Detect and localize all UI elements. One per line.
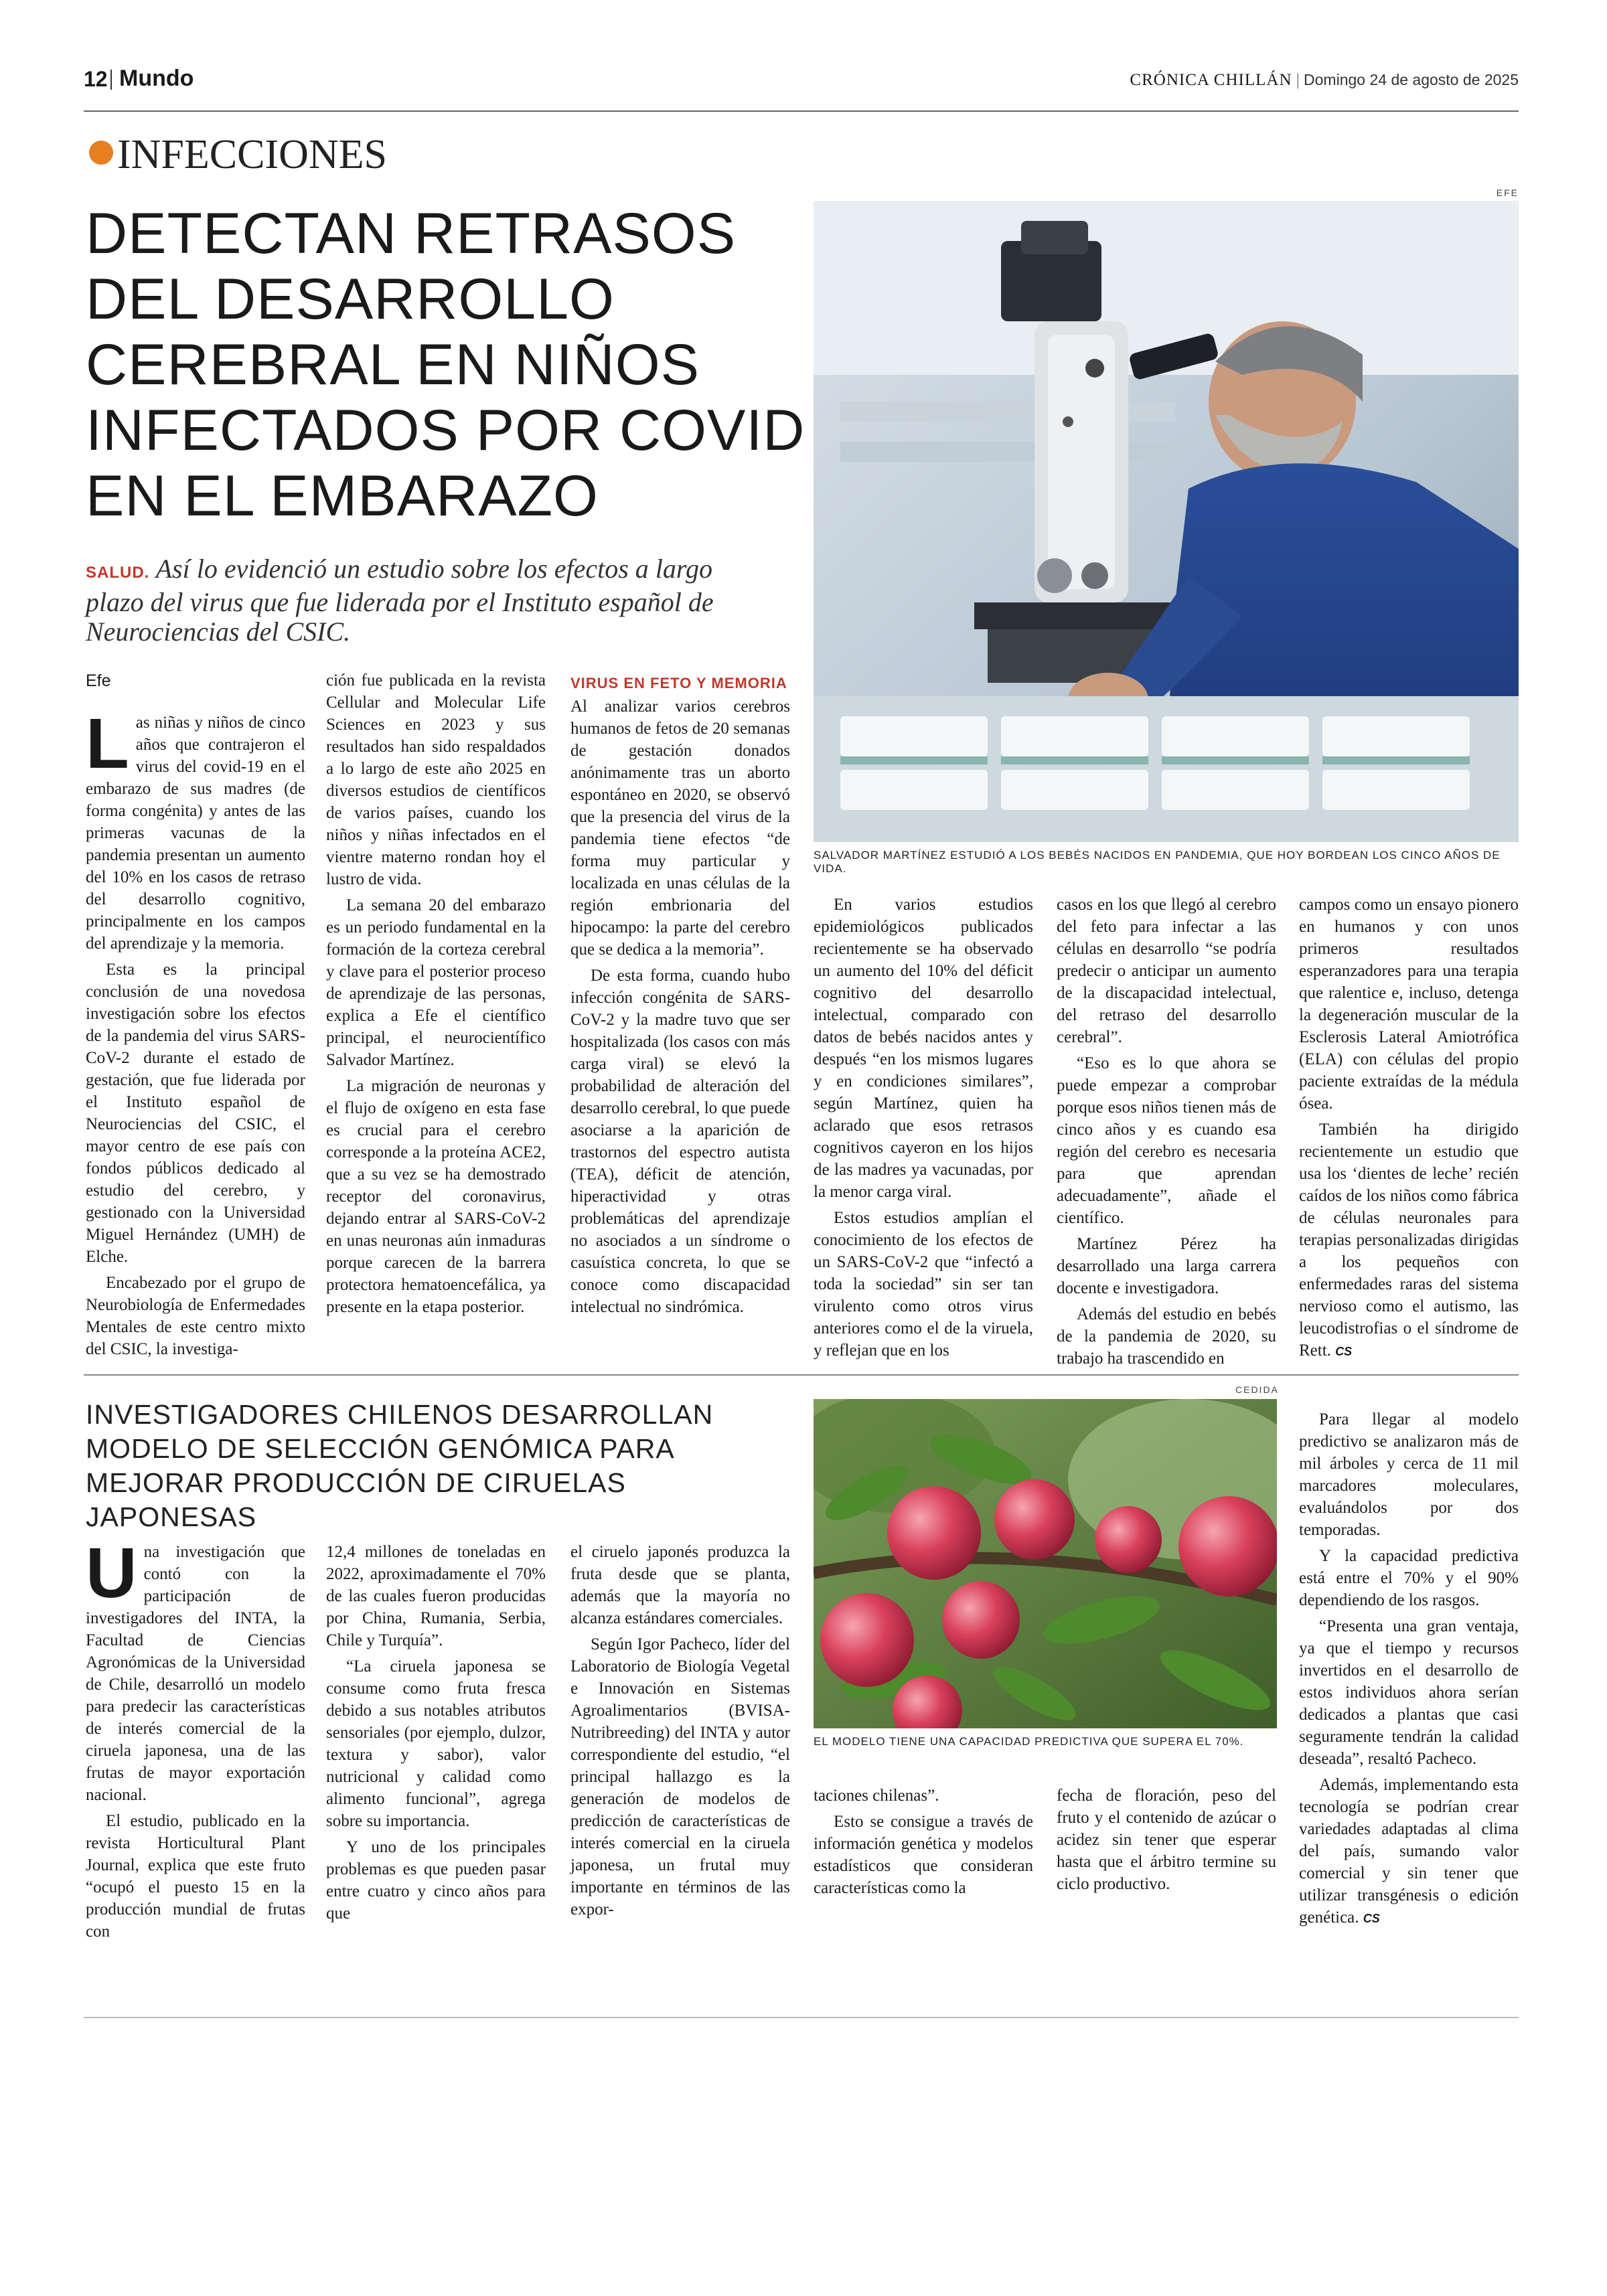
article1-col2-p2: La semana 20 del embarazo es un periodo fundamental en la formación de la corteza cerebral y clave para el posterior proceso de aprendizaje de las personas, explica a Efe el científico principal, el neurocientífico Salvador Martínez. <box>326 896 546 1069</box>
article2-col6-p3: “Presenta una gran ventaja, ya que el tiempo y recursos invertidos en el desarrollo de estos individuos ahora serían dedicados a plantas que casi seguramente tendrán la calidad deseada”, resaltó Pacheco. <box>1299 1617 1519 1768</box>
article1-col3-p1: Al analizar varios cerebros humanos de fetos de 20 semanas de gestación donados anónimamente tras un aborto espontáneo en 2020, se observó que la presencia del virus de la pandemia tiene efectos “de forma muy particular y localizada en unas células de la región embrionaria del hipocampo: la parte del cerebro que se dedica a la memoria”. <box>570 698 790 959</box>
header-right: CRÓNICA CHILLÁN | Domingo 24 de agosto de 2025 <box>1130 71 1519 89</box>
byline: Efe <box>86 671 111 690</box>
article1-column-6 <box>1299 894 1519 1367</box>
scientist-microscope-photo <box>814 201 1519 842</box>
article1-col2-p1: ción fue publicada en la revista Cellular and Molecular Life Sciences en 2023 y sus resultados han sido respaldados a lo largo de este año 2025 en diversos estudios de científicos de varios países, cuando los niños y niñas infectados en el vientre materno rondan hoy el lustro de vida. <box>326 671 546 888</box>
photo-caption: SALVADOR MARTÍNEZ ESTUDIÓ A LOS BEBÉS NACIDOS EN PANDEMIA, QUE HOY BORDEAN LOS CINCO AÑOS DE VIDA. <box>814 849 1501 875</box>
article1-col5-p1: casos en los que llegó al cerebro del feto para infectar a las células en desarrollo “se podría predecir o anticipar un aumento de la discapacidad intelectual, del retraso del desarrollo cerebral”. <box>1057 896 1276 1046</box>
headline-line-1: DETECTAN RETRASOS <box>86 201 737 266</box>
article2-column-1 <box>86 1534 305 1947</box>
article2-col4-p2: Esto se consigue a través de información genética y modelos estadísticos que consideran características como la <box>814 1813 1033 1897</box>
article1-col5-p2: “Eso es lo que ahora se puede empezar a comprobar porque esos niños tienen más de cinco años y es cuando esa región del cerebro es necesaria para que aprendan adecuadamente”, añade el científico. <box>1057 1054 1276 1227</box>
headline-2 <box>86 1398 795 1534</box>
section-name: Mundo <box>119 66 194 91</box>
microscope-illustration <box>814 201 1519 842</box>
headline-line-4: INFECTADOS POR COVID <box>86 398 806 463</box>
article-divider <box>84 1374 1519 1376</box>
article2-col2-p1: 12,4 millones de toneladas en 2022, aproximadamente el 70% de las cuales fueron producidas por China, Rumania, Serbia, Chile y Turquía”. <box>326 1543 546 1649</box>
headline-2-line-3: MEJORAR PRODUCCIÓN DE CIRUELAS JAPONESAS <box>86 1467 626 1532</box>
footer-rule <box>84 2017 1519 2018</box>
article2-col4-p1: taciones chilenas”. <box>814 1787 939 1805</box>
article1-col1-p3: Encabezado por el grupo de Neurobiología de Enfermedades Mentales de este centro mixto del CSIC, la investiga- <box>86 1274 305 1358</box>
publication-date: Domingo 24 de agosto de 2025 <box>1304 71 1519 88</box>
article2-col6-p4: Además, implementando esta tecnología se podrían crear variedades adaptadas al clima del país, sumando valor comercial y sin tener que utilizar transgénesis o edición genética. <box>1299 1776 1519 1926</box>
lead <box>86 554 755 647</box>
article1-col5-p4: Además del estudio en bebés de la pandemia de 2020, su trabajo ha trascendido en <box>1057 1305 1276 1368</box>
kicker-dot <box>89 141 113 165</box>
article2-column-2 <box>326 1541 546 1929</box>
article2-col2-p3: Y uno de los principales problemas es que pueden pasar entre cuatro y cinco años para que <box>326 1838 546 1922</box>
article2-column-4 <box>814 1785 1033 1903</box>
article2-col1-p1: na investigación que contó con la participación de investigadores del INTA, la Facultad de Ciencias Agronómicas de la Universidad de Chile, desarrolló un modelo para predecir las características de interés comercial de la ciruela japonesa, una de las frutas de mayor exportación nacional. <box>86 1543 305 1804</box>
article2-col2-p2: “La ciruela japonesa se consume como fruta fresca debido a sus notables atributos sensoriales (por ejemplo, dulzor, textura y sabor), valor nutricional y calidad como alimento funcional”, agrega sobre su importancia. <box>326 1657 546 1830</box>
article2-column-5 <box>1057 1785 1276 1899</box>
photo-2-caption: EL MODELO TIENE UNA CAPACIDAD PREDICTIVA QUE SUPERA EL 70%. <box>814 1735 1244 1748</box>
article1-col3-p2: De esta forma, cuando hubo infección congénita de SARS-CoV-2 y la madre tuvo que ser hospitalizada (los casos con más carga viral) se elevó la probabilidad de alteración del desarrollo cerebral, lo que puede asociarse a la aparición de trastornos del espectro autista (TEA), déficit de atención, hiperactividad y otras problemáticas del aprendizaje no asociados a un síndrome o casuística concreta, lo que se conoce como discapacidad intelectual no sindrómica. <box>570 967 790 1316</box>
article1-col6-p2: También ha dirigido recientemente un estudio que usa los ‘dientes de leche’ recién caídos de los niños como fábrica de células neuronales para terapias personalizadas dirigidas a los pequeños con enfermedades raras del sistema nervioso como el autismo, las leucodistrofias o el síndrome de Rett. <box>1299 1121 1519 1360</box>
header-divider-mark <box>110 70 112 90</box>
lead-text: Así lo evidenció un estudio sobre los efectos a largo plazo del virus que fue liderada por el Instituto español de Neurociencias del CSIC. <box>86 554 714 647</box>
article1-column-5 <box>1057 894 1276 1374</box>
plums-illustration <box>814 1399 1277 1728</box>
drop-cap-2: U <box>86 1534 137 1613</box>
end-mark-2: CS <box>1363 1912 1380 1925</box>
headline-line-5: EN EL EMBARAZO <box>86 464 599 528</box>
article1-col2-p3: La migración de neuronas y el flujo de oxígeno en esta fase es crucial para el cerebro corresponde a la proteína ACE2, que a su vez se ha demostrado receptor del coronavirus, dejando entrar al SARS-CoV-2 en unas neuronas aún inmaduras porque carecen de la barrera protectora hematoencefálica, ya presente en la etapa posterior. <box>326 1077 546 1316</box>
headline-2-line-1: INVESTIGADORES CHILENOS DESARROLLAN <box>86 1399 714 1430</box>
article1-column-3 <box>570 672 790 1322</box>
article1-col1-p2: Esta es la principal conclusión de una novedosa investigación sobre los efectos de la pandemia del virus SARS-CoV-2 durante el estado de gestación, que fue liderada por el Instituto español de Neurociencias del CSIC, el mayor centro de ese país con fondos públicos dedicado al estudio del cerebro, y gestionado con la Universidad Miguel Hernández (UMH) de Elche. <box>86 961 305 1266</box>
article1-col6-p1: campos como un ensayo pionero en humanos y con unos primeros resultados esperanzadores para una terapia que ralentice e, incluso, detenga la degeneración muscular de la Esclerosis Lateral Amiotrófica (ELA) con células del propio paciente extraídas de la médula ósea. <box>1299 896 1519 1113</box>
photo-credit: EFE <box>1496 187 1519 198</box>
article2-col3-p1: el ciruelo japonés produzca la fruta desde que se planta, además que la mayoría no alcanza estándares comerciales. <box>570 1543 790 1627</box>
kicker: INFECCIONES <box>117 132 388 177</box>
headline-2-line-2: MODELO DE SELECCIÓN GENÓMICA PARA <box>86 1433 675 1464</box>
article2-column-6 <box>1299 1408 1519 1934</box>
article1-col1-p1: as niñas y niños de cinco años que contrajeron el virus del covid-19 en el embarazo de sus madres (de forma congénita) y antes de las primeras vacunas de la pandemia presentan un aumento del 10% en los casos de retraso del desarrollo cognitivo, principalmente en los campos del aprendizaje y la memoria. <box>86 714 305 953</box>
article1-column-1 <box>86 704 305 1364</box>
publication-name: CRÓNICA CHILLÁN <box>1130 71 1292 89</box>
article2-col1-p2: El estudio, publicado en la revista Horticultural Plant Journal, explica que este fruto “ocupó el puesto 15 en la producción mundial de frutas con <box>86 1812 305 1941</box>
article2-col6-p1: Para llegar al modelo predictivo se analizaron más de mil árboles y cerca de 11 mil marcadores moleculares, evaluándolos por dos temporadas. <box>1299 1410 1519 1539</box>
article1-col4-p2: Estos estudios amplían el conocimiento de los efectos de un SARS-CoV-2 que “infectó a toda la sociedad” sin ser tan virulento como otros virus anteriores como el de la viruela, y reflejan que en los <box>814 1209 1033 1360</box>
subhead-virus-feto: VIRUS EN FETO Y MEMORIA <box>570 675 787 691</box>
article1-col5-p3: Martínez Pérez ha desarrollado una larga carrera docente e investigadora. <box>1057 1235 1276 1297</box>
page-number: 12 <box>84 67 108 91</box>
end-mark: CS <box>1335 1345 1353 1358</box>
headline <box>86 201 809 529</box>
header-rule <box>84 110 1519 112</box>
article2-col3-p2: Según Igor Pacheco, líder del Laboratorio de Biología Vegetal e Innovación en Sistemas Agroalimentarios (BVISA-Nutribreeding) del INTA y autor correspondiente del estudio, “el principal hallazgo es la generación de modelos de predicción de características de interés comercial en la ciruela japonesa, un frutal muy importante en términos de las expor- <box>570 1635 790 1918</box>
article2-col6-p2: Y la capacidad predictiva está entre el 70% y el 90% dependiendo de los rasgos. <box>1299 1547 1519 1609</box>
drop-cap: L <box>86 704 129 783</box>
article1-col4-p1: En varios estudios epidemiológicos publicados recientemente se ha observado un aumento del 10% del déficit cognitivo del desarrollo intelectual, comparado con datos de bebés nacidos antes y después “en los mismos lugares y en condiciones similares”, según Martínez, quien ha aclarado que esos retrasos cognitivos cayeron en los hijos de las madres ya vacunadas, por la menor carga viral. <box>814 896 1033 1201</box>
article1-column-4 <box>814 894 1033 1366</box>
lead-tag: SALUD. <box>86 564 150 582</box>
plum-tree-photo <box>814 1399 1277 1728</box>
headline-line-3: CEREBRAL EN NIÑOS <box>86 333 700 397</box>
article1-column-2 <box>326 669 546 1322</box>
article2-col5-p1: fecha de floración, peso del fruto y el contenido de azúcar o acidez sin tener que esperar hasta que el árbitro termine su ciclo productivo. <box>1057 1787 1276 1893</box>
article2-column-3 <box>570 1541 790 1924</box>
headline-line-2: DEL DESARROLLO <box>86 267 615 331</box>
photo-2-credit: CEDIDA <box>1235 1384 1279 1395</box>
